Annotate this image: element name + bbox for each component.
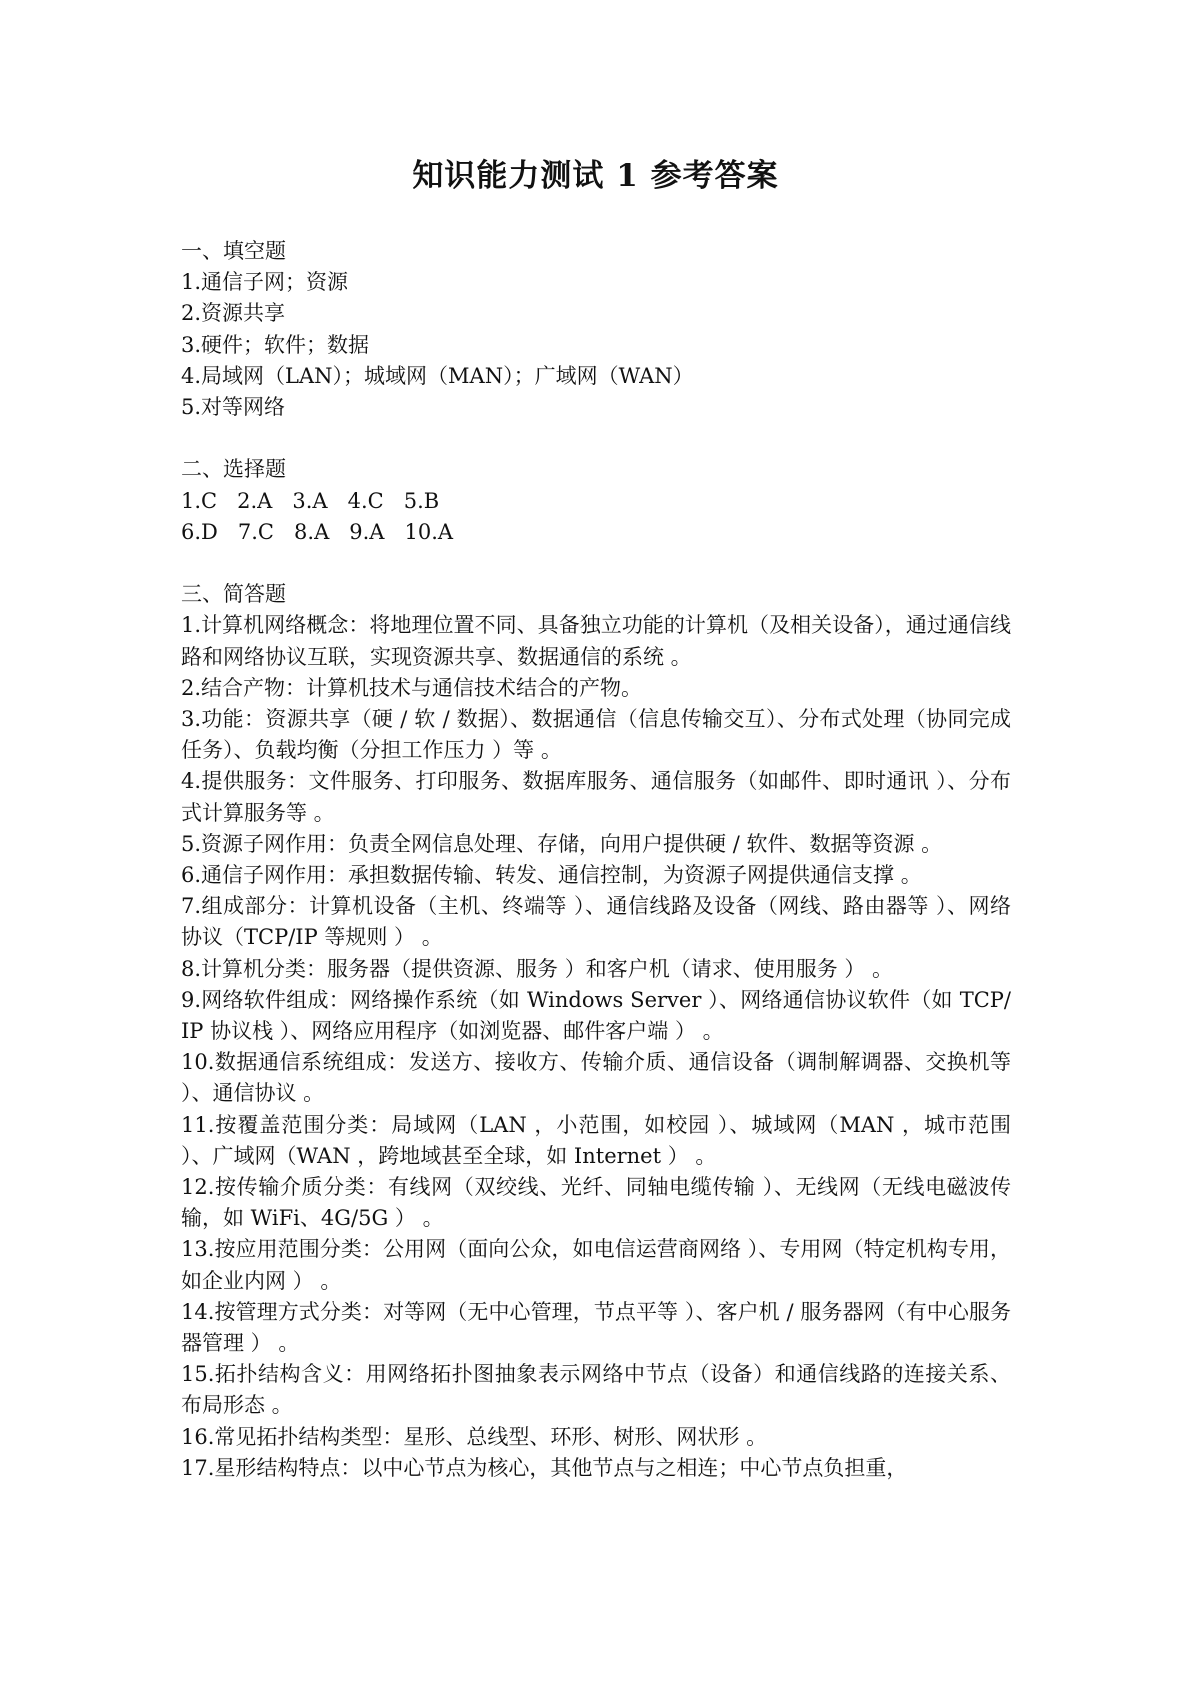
answer-paragraph: 3.功能：资源共享（硬 / 软 / 数据）、数据通信（信息传输交互）、分布式处理（协同完成任务）、负载均衡（分担工作压力 ）等 。: [181, 707, 1011, 763]
section-fill-in-blank: [181, 236, 1011, 423]
document-title: 知识能力测试 1 参考答案: [412, 158, 779, 194]
answer-paragraph: 7.组成部分：计算机设备（主机、终端等 ）、通信线路及设备（网线、路由器等 ）、网络协议（TCP/IP 等规则 ） 。: [181, 894, 1011, 950]
answer-line: 1.通信子网；资源: [181, 270, 349, 295]
answer-line: 3.硬件；软件；数据: [181, 332, 370, 357]
answer-paragraph: 2.结合产物：计算机技术与通信技术结合的产物。: [181, 675, 643, 700]
answer-line: 6.D 7.C 8.A 9.A 10.A: [181, 519, 454, 544]
answer-paragraph: 9.网络软件组成：网络操作系统（如 Windows Server ）、网络通信协议软件（如 TCP/IP 协议栈 ）、网络应用程序（如浏览器、邮件客户端 ） 。: [181, 987, 1011, 1044]
answer-paragraph: 17.星形结构特点：以中心节点为核心，其他节点与之相连；中心节点负担重，: [181, 1455, 908, 1480]
document-body: [181, 236, 1011, 1484]
section-heading: 一、填空题: [181, 239, 286, 263]
answer-paragraph: 12.按传输介质分类：有线网（双绞线、光纤、同轴电缆传输 ）、无线网（无线电磁波传输，如 WiFi、4G/5G ） 。: [181, 1175, 1011, 1231]
answer-paragraph: 1.计算机网络概念：将地理位置不同、具备独立功能的计算机（及相关设备），通过通信线路和网络协议互联，实现资源共享、数据通信的系统 。: [181, 613, 1011, 669]
section-short-answer: [181, 579, 1011, 1484]
answer-paragraph: 8.计算机分类：服务器（提供资源、服务 ）和客户机（请求、使用服务 ） 。: [181, 956, 894, 981]
answer-paragraph: 13.按应用范围分类：公用网（面向公众，如电信运营商网络 ）、专用网（特定机构专用，如企业内网 ） 。: [181, 1237, 1011, 1293]
answer-paragraph: 10.数据通信系统组成：发送方、接收方、传输介质、通信设备（调制解调器、交换机等 ）、通信协议 。: [181, 1050, 1011, 1106]
answer-line: 1.C 2.A 3.A 4.C 5.B: [181, 488, 440, 513]
answer-paragraph: 16.常见拓扑结构类型：星形、总线型、环形、树形、网状形 。: [181, 1424, 768, 1449]
answer-paragraph: 5.资源子网作用：负责全网信息处理、存储，向用户提供硬 / 软件、数据等资源 。: [181, 831, 943, 856]
section-heading: 三、简答题: [181, 582, 286, 607]
answer-line: 4.局域网（LAN）；城域网（MAN）；广域网（WAN）: [181, 363, 694, 388]
answer-paragraph: 14.按管理方式分类：对等网（无中心管理，节点平等 ）、客户机 / 服务器网（有中心服务器管理 ） 。: [181, 1299, 1011, 1356]
answer-line: 2.资源共享: [181, 301, 286, 326]
answer-paragraph: 6.通信子网作用：承担数据传输、转发、通信控制，为资源子网提供通信支撑 。: [181, 863, 922, 888]
answer-paragraph: 15.拓扑结构含义：用网络拓扑图抽象表示网络中节点（设备）和通信线路的连接关系、布局形态 。: [181, 1362, 1011, 1418]
section-heading: 二、选择题: [181, 457, 286, 482]
answer-paragraph: 11.按覆盖范围分类：局域网（LAN ，小范围，如校园 ）、城域网（MAN ，城市范围 ）、广域网（WAN ，跨地域甚至全球，如 Internet ） 。: [181, 1112, 1011, 1168]
answer-line: 5.对等网络: [181, 395, 286, 420]
answer-paragraph: 4.提供服务：文件服务、打印服务、数据库服务、通信服务（如邮件、即时通讯 ）、分布式计算服务等 。: [181, 769, 1011, 825]
section-multiple-choice: [181, 454, 1011, 548]
